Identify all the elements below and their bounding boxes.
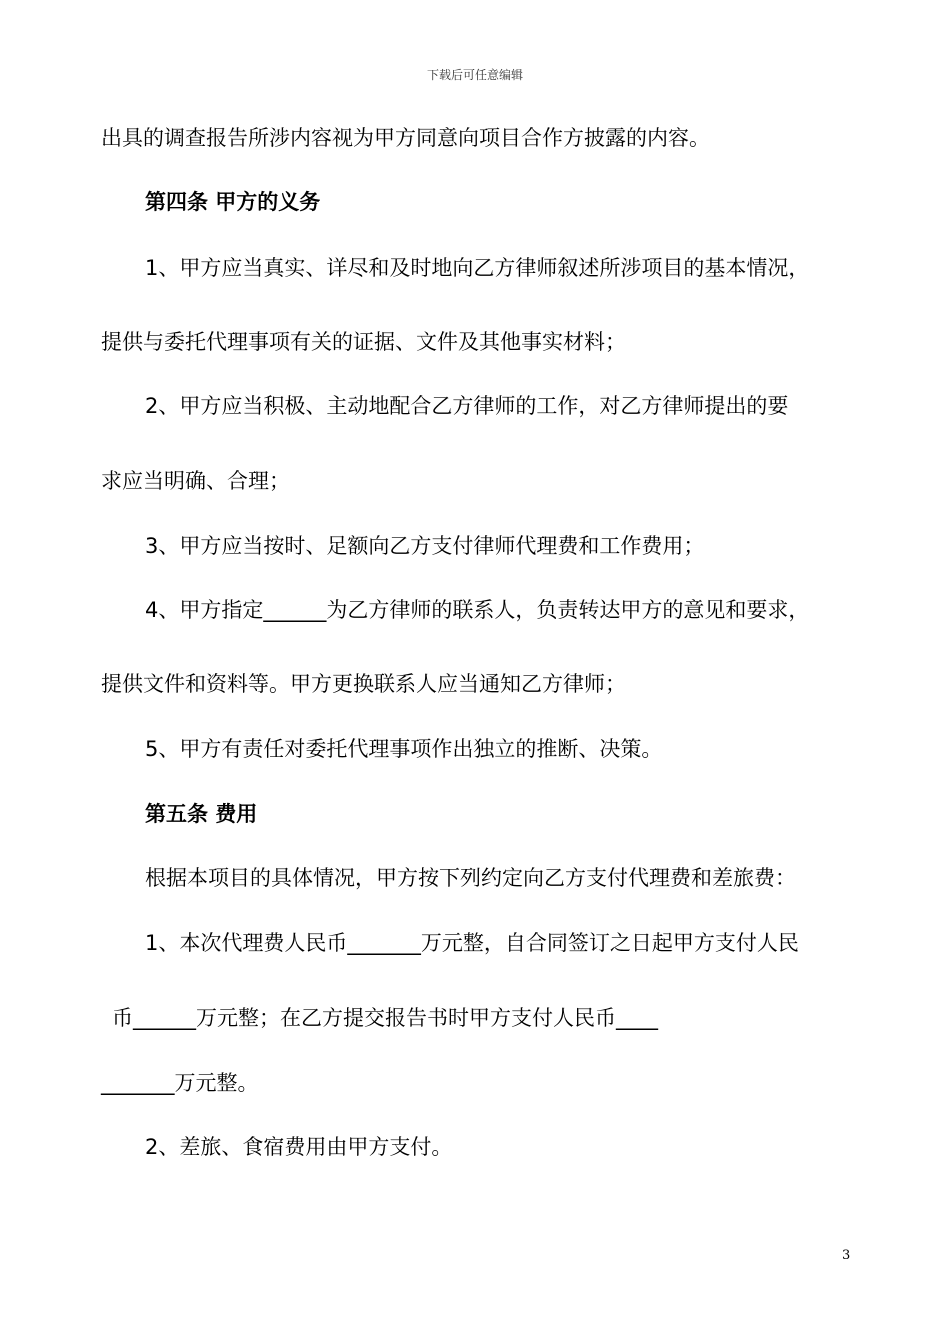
paragraph-line: 币______万元整；在乙方提交报告书时甲方支付人民币____: [112, 1006, 658, 1030]
paragraph-line: _______万元整。: [101, 1071, 259, 1095]
paragraph-line: 4、甲方指定______为乙方律师的联系人，负责转达甲方的意见和要求，: [145, 598, 810, 622]
page-number: 3: [842, 1248, 851, 1263]
paragraph-line: 求应当明确、合理；: [101, 469, 290, 493]
paragraph-line: 2、差旅、食宿费用由甲方支付。: [145, 1135, 453, 1159]
paragraph-line: 根据本项目的具体情况，甲方按下列约定向乙方支付代理费和差旅费：: [145, 866, 796, 890]
section-heading-article-4: 第四条 甲方的义务: [145, 190, 321, 214]
paragraph-line: 2、甲方应当积极、主动地配合乙方律师的工作，对乙方律师提出的要: [145, 394, 789, 418]
paragraph-line: 提供与委托代理事项有关的证据、文件及其他事实材料；: [101, 330, 626, 354]
section-heading-article-5: 第五条 费用: [145, 802, 258, 826]
page-header: 下载后可任意编辑: [426, 68, 523, 82]
paragraph-line: 1、本次代理费人民币_______万元整，自合同签订之日起甲方支付人民: [145, 931, 799, 955]
paragraph-line: 出具的调查报告所涉内容视为甲方同意向项目合作方披露的内容。: [101, 126, 710, 150]
paragraph-line: 5、甲方有责任对委托代理事项作出独立的推断、决策。: [145, 737, 663, 761]
paragraph-line: 提供文件和资料等。甲方更换联系人应当通知乙方律师；: [101, 672, 626, 696]
paragraph-line: 3、甲方应当按时、足额向乙方支付律师代理费和工作费用；: [145, 534, 705, 558]
paragraph-line: 1、甲方应当真实、详尽和及时地向乙方律师叙述所涉项目的基本情况，: [145, 256, 810, 280]
